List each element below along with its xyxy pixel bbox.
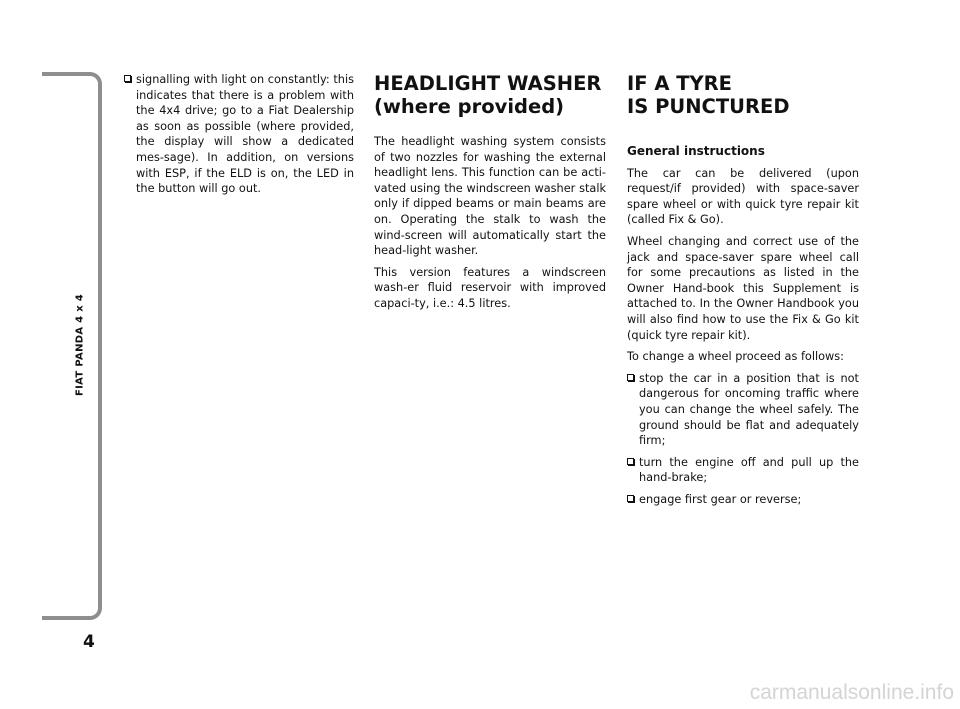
column-left (124, 72, 354, 203)
paragraph: To change a wheel proceed as follows: (627, 350, 844, 364)
bullet-text: stop the car in a position that is not dangerous for oncoming traffic where you can change the wheel safely. The ground should be flat and adequately firm; (639, 371, 859, 448)
bullet-text: engage first gear or reverse; (639, 492, 802, 506)
bullet-text: signalling with light on constantly: this indicates that there is a problem with the 4x4 drive; go to a Fiat Dealership as soon as possible (where provided, the display will show a dedicated mes-sage). In addition, on versions with ESP, if the ELD is on, the LED in the button will go out. (136, 73, 354, 196)
watermark: carmanualsonline.info (749, 681, 954, 704)
paragraph: Wheel changing and correct use of the jack and space-saver spare wheel call for some precautions as listed in the Owner Hand-book this Supplement is attached to. In the Owner Handbook you will also find how to use the Fix & Go kit (quick tyre repair kit). (627, 234, 859, 342)
checkbox-bullet-icon (124, 75, 131, 82)
checkbox-bullet-icon (627, 374, 634, 381)
paragraph: The headlight washing system consists of two nozzles for washing the external headlight lens. This function can be acti-vated using the windscreen washer stalk only if dipped beams or main beams are on. Operating the stalk to wash the wind-screen will automatically start the head-light washer. (374, 135, 606, 258)
checkbox-bullet-icon (627, 458, 634, 465)
bullet-text: turn the engine off and pull up the hand-brake; (639, 455, 859, 485)
heading-line: (where provided) (374, 95, 565, 118)
heading-line: IF A TYRE (627, 72, 733, 95)
bullet-item (627, 455, 859, 486)
column-middle (374, 72, 606, 318)
column-right (627, 72, 859, 513)
bullet-item (124, 72, 354, 197)
section-heading-headlight-washer (374, 72, 606, 118)
paragraph: The car can be delivered (upon request/if provided) with space-saver spare wheel or with quick tyre repair kit (called Fix & Go). (627, 166, 859, 227)
page-number: 4 (83, 632, 95, 652)
heading-line: HEADLIGHT WASHER (374, 72, 602, 95)
side-label: FIAT PANDA 4 x 4 (74, 294, 86, 396)
bullet-item (627, 371, 859, 449)
bullet-item (627, 492, 859, 508)
subheading-general-instructions: General instructions (627, 144, 765, 158)
heading-line: IS PUNCTURED (627, 95, 790, 118)
checkbox-bullet-icon (627, 495, 634, 502)
side-bracket (42, 72, 102, 620)
section-heading-tyre-puncture (627, 72, 859, 118)
paragraph: This version features a windscreen wash-er fluid reservoir with improved capaci-ty, i.e.: 4.5 litres. (374, 265, 606, 310)
